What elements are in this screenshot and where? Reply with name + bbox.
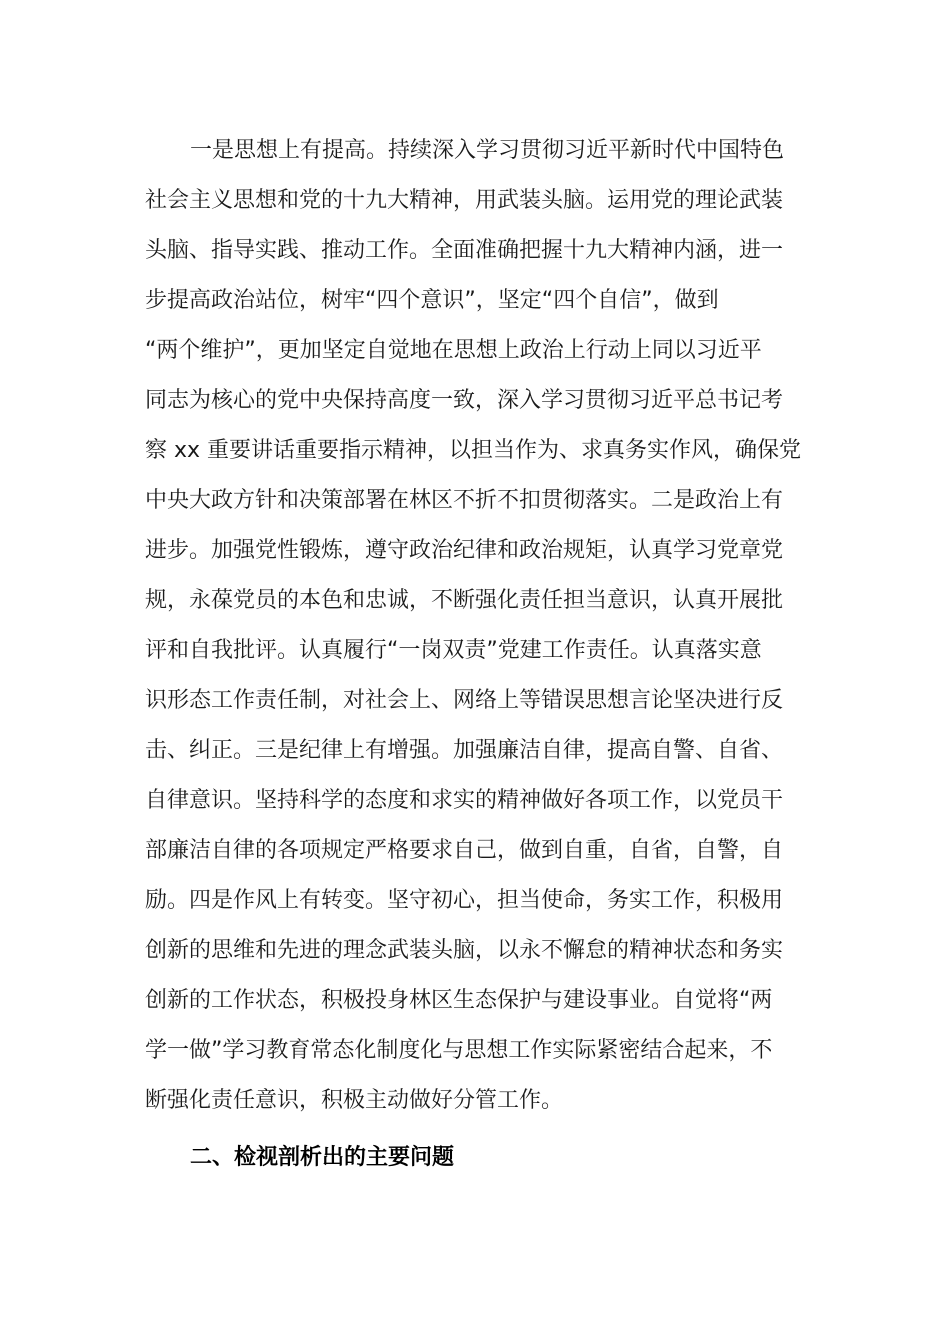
paragraph-line: 进步。加强党性锻炼，遵守政治纪律和政治规矩，认真学习党章党: [145, 538, 784, 563]
paragraph-line: 一是思想上有提高。持续深入学习贯彻习近平新时代中国特色: [190, 138, 785, 163]
paragraph-line: 部廉洁自律的各项规定严格要求自己，做到自重，自省，自警，自: [145, 838, 784, 863]
paragraph-line: 励。四是作风上有转变。坚守初心，担当使命，务实工作，积极用: [145, 888, 784, 913]
paragraph-line: 学一做”学习教育常态化制度化与思想工作实际紧密结合起来，不: [145, 1038, 773, 1063]
paragraph-line: 识形态工作责任制，对社会上、网络上等错误思想言论坚决进行反: [145, 688, 784, 713]
paragraph-line: 创新的思维和先进的理念武装头脑，以永不懈怠的精神状态和务实: [145, 938, 784, 963]
section-heading: 二、检视剖析出的主要问题: [190, 1145, 455, 1170]
paragraph-line: 评和自我批评。认真履行“一岗双责”党建工作责任。认真落实意: [145, 638, 762, 663]
paragraph-line: 击、纠正。三是纪律上有增强。加强廉洁自律，提高自警、自省、: [145, 738, 784, 763]
paragraph-line: 规，永葆党员的本色和忠诚，不断强化责任担当意识，认真开展批: [145, 588, 784, 613]
paragraph-line: 头脑、指导实践、推动工作。全面准确把握十九大精神内涵，进一: [145, 238, 784, 263]
paragraph-line: 察 xx 重要讲话重要指示精神，以担当作为、求真务实作风，确保党: [145, 438, 802, 463]
paragraph-line: 创新的工作状态，积极投身林区生态保护与建设事业。自觉将“两: [145, 988, 773, 1013]
paragraph-line: 同志为核心的党中央保持高度一致，深入学习贯彻习近平总书记考: [145, 388, 784, 413]
paragraph-line: 中央大政方针和决策部署在林区不折不扣贯彻落实。二是政治上有: [145, 488, 784, 513]
paragraph-line: 步提高政治站位，树牢“四个意识”，坚定“四个自信”，做到: [145, 288, 719, 313]
paragraph-line: 断强化责任意识，积极主动做好分管工作。: [145, 1088, 564, 1113]
paragraph-line: “两个维护”，更加坚定自觉地在思想上政治上行动上同以习近平: [145, 338, 762, 363]
paragraph-line: 自律意识。坚持科学的态度和求实的精神做好各项工作，以党员干: [145, 788, 784, 813]
paragraph-line: 社会主义思想和党的十九大精神，用武装头脑。运用党的理论武装: [145, 188, 784, 213]
